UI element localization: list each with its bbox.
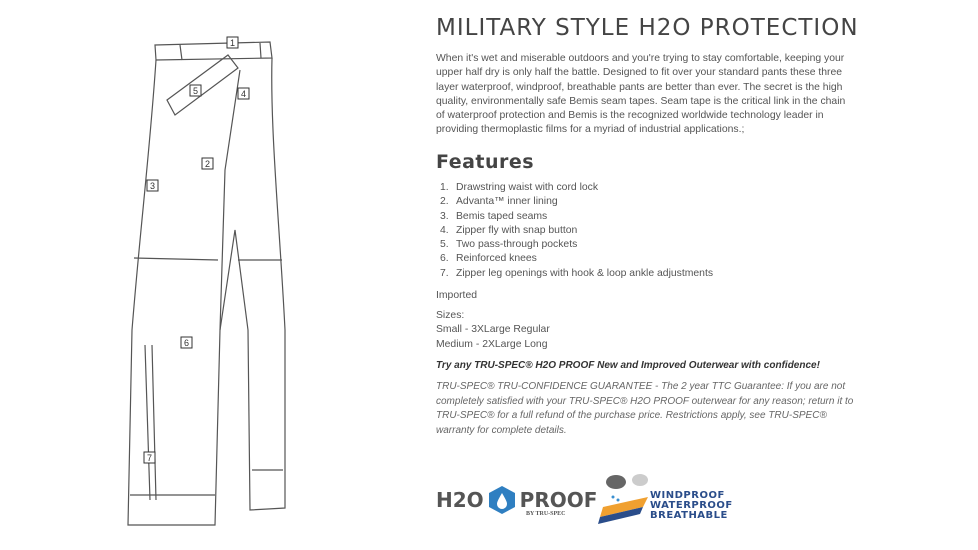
svg-text:6: 6 bbox=[184, 338, 190, 348]
page-title: MILITARY STYLE H2O PROTECTION bbox=[436, 15, 859, 41]
svg-text:4: 4 bbox=[241, 89, 247, 99]
features-list bbox=[440, 181, 713, 281]
callout-7 bbox=[144, 452, 155, 463]
badge-line: BREATHABLE bbox=[650, 510, 728, 521]
callout-3 bbox=[147, 180, 158, 191]
list-item: 1. Drawstring waist with cord lock bbox=[440, 182, 599, 193]
list-item: 7. Zipper leg openings with hook & loop ankle adjustments bbox=[440, 267, 714, 279]
intro-paragraph: When it's wet and miserable outdoors and you're trying to stay comfortable, keeping your upper half dry is only half the battle. Designed to fit over your standard pants these three layer waterproof, windproof, breathable pants are better than ever. The secret is the high quality, environmentally safe Bemis seam tapes. Seam tape is the critical link in the chain of waterproof protection and Bemis is the recognized worldwide technology leader in providing thermoplastic films for a myriad of industrial applications.; bbox=[436, 53, 846, 136]
try-text: Try any TRU-SPEC® H2O PROOF New and Improved Outerwear with confidence! bbox=[436, 360, 820, 371]
layered-fabric-icon bbox=[598, 472, 650, 527]
guarantee-text: TRU-SPEC® TRU-CONFIDENCE GUARANTEE - The 2 year TTC Guarantee: If you are not completely satisfied with your TRU-SPEC® H2O PROOF outerwear for any reason; return it to TRU-SPEC® for a full refund of the purchase price. Restrictions apply, see TRU-SPEC® warranty for complete details. bbox=[436, 381, 854, 436]
list-item: 4. Zipper fly with snap button bbox=[440, 224, 578, 236]
callout-6 bbox=[181, 337, 192, 348]
svg-text:1: 1 bbox=[230, 38, 236, 48]
callout-2 bbox=[202, 158, 213, 169]
list-item: 3. Bemis taped seams bbox=[440, 210, 548, 222]
pants-diagram bbox=[120, 30, 300, 535]
water-drop-hexagon-icon bbox=[488, 485, 516, 515]
sizes-label: Sizes: bbox=[436, 310, 465, 321]
features-heading: Features bbox=[436, 151, 535, 173]
sizes-block bbox=[436, 309, 550, 352]
svg-text:2: 2 bbox=[205, 159, 211, 169]
imported-text: Imported bbox=[436, 290, 478, 301]
svg-text:3: 3 bbox=[150, 181, 156, 191]
badge-line: WINDPROOF bbox=[650, 490, 725, 501]
callout-4 bbox=[238, 88, 249, 99]
size-item: Medium - 2XLarge Long bbox=[436, 338, 548, 350]
svg-text:5: 5 bbox=[193, 86, 199, 96]
list-item: 2. Advanta™ inner lining bbox=[440, 196, 558, 208]
list-item: 6. Reinforced knees bbox=[440, 253, 537, 265]
svg-text:7: 7 bbox=[147, 453, 153, 463]
size-item: Small - 3XLarge Regular bbox=[436, 324, 550, 336]
list-item: 5. Two pass-through pockets bbox=[440, 239, 578, 251]
callout-1 bbox=[227, 37, 238, 48]
badge-line: WATERPROOF bbox=[650, 500, 733, 511]
h2o-proof-logo bbox=[436, 485, 597, 515]
callout-5 bbox=[190, 85, 201, 96]
logo-h2o-text: H2O bbox=[436, 488, 484, 512]
logo-by-text: BY TRU-SPEC bbox=[526, 511, 566, 517]
logo-proof-text: PROOF bbox=[519, 488, 598, 512]
windproof-badge bbox=[650, 491, 733, 521]
